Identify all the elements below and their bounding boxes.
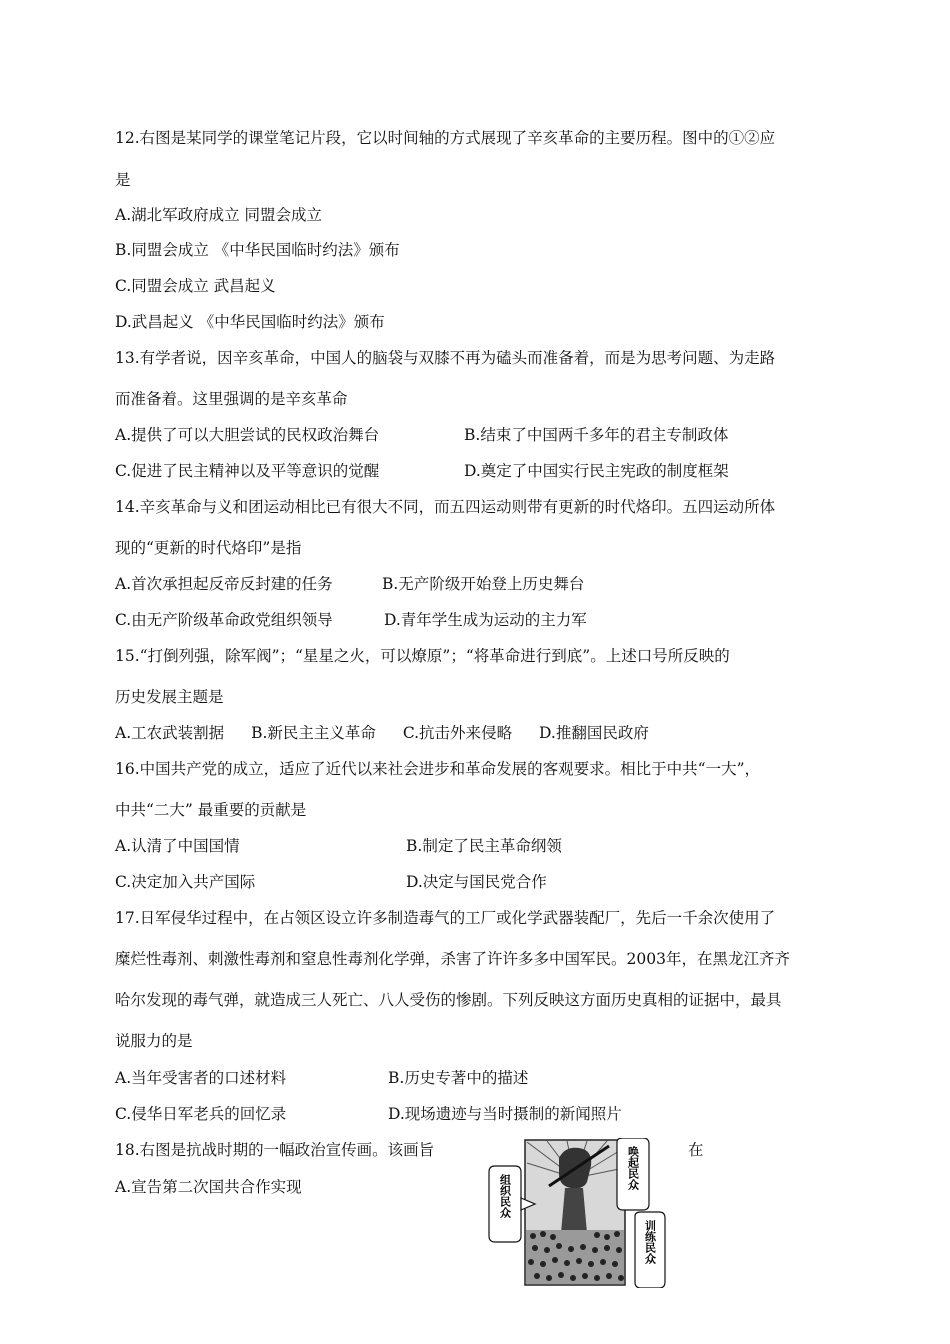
poster-arm: [561, 1188, 587, 1233]
q18-stem-tail: 在: [688, 1141, 704, 1159]
q15-stem-line2: 历史发展主题是: [115, 688, 224, 706]
q12-option-a: A.湖北军政府成立 同盟会成立: [115, 206, 323, 224]
poster-label-top-right: 唤起民众: [626, 1146, 640, 1190]
q17-stem-line1: 17.日军侵华过程中，在占领区设立许多制造毒气的工厂或化学武器装配厂，先后一千余次使用了: [115, 909, 776, 927]
q15-option-b: B.新民主主义革命: [251, 724, 376, 742]
q17-option-d: D.现场遗迹与当时摄制的新闻照片: [388, 1105, 622, 1123]
q12-option-d: D.武昌起义 《中华民国临时约法》颁布: [115, 313, 385, 331]
q17-stem-line3: 哈尔发现的毒气弹，就造成三人死亡、八人受伤的惨剧。下列反映这方面历史真相的证据中，最具: [115, 991, 782, 1009]
poster-label-left: 组织民众: [498, 1174, 512, 1218]
q17-option-c: C.侵华日军老兵的回忆录: [115, 1105, 287, 1123]
q15-stem-line1: 15.“打倒列强，除军阀”；“星星之火，可以燎原”；“将革命进行到底”。上述口号所反映的: [115, 647, 730, 665]
q13-stem-line2: 而准备着。这里强调的是辛亥革命: [115, 390, 348, 408]
q16-option-b: B.制定了民主革命纲领: [406, 837, 562, 855]
q12-option-b: B.同盟会成立 《中华民国临时约法》颁布: [115, 241, 400, 259]
q13-stem-line1: 13.有学者说，因辛亥革命，中国人的脑袋与双膝不再为磕头而准备着，而是为思考问题、为走路: [115, 349, 776, 367]
q14-option-b: B.无产阶级开始登上历史舞台: [382, 575, 585, 593]
q15-option-c: C.抗击外来侵略: [402, 724, 513, 742]
q12-stem-line1: 12.右图是某同学的课堂笔记片段，它以时间轴的方式展现了辛亥革命的主要历程。图中的①②应: [115, 129, 776, 147]
q12-option-c: C.同盟会成立 武昌起义: [115, 277, 276, 295]
propaganda-poster-image: [487, 1138, 667, 1288]
q14-option-c: C.由无产阶级革命政党组织领导: [115, 611, 333, 629]
q16-stem-line1: 16.中国共产党的成立，适应了近代以来社会进步和革命发展的客观要求。相比于中共“一大”，: [115, 760, 761, 778]
q16-option-c: C.决定加入共产国际: [115, 873, 256, 891]
q16-option-a: A.认清了中国国情: [115, 837, 240, 855]
q17-stem-line2: 糜烂性毒剂、刺激性毒剂和窒息性毒剂化学弹，杀害了许许多多中国军民。2003年，在黑龙江齐齐: [115, 950, 790, 968]
poster-label-bottom-right: 训练民众: [643, 1220, 657, 1264]
q13-option-a: A.提供了可以大胆尝试的民权政治舞台: [115, 426, 380, 444]
q13-option-b: B.结束了中国两千多年的君主专制政体: [464, 426, 729, 444]
q15-options-row: [115, 723, 671, 743]
q13-option-d: D.奠定了中国实行民主宪政的制度框架: [464, 462, 729, 480]
q17-stem-line4: 说服力的是: [115, 1032, 193, 1050]
q17-option-a: A.当年受害者的口述材料: [115, 1069, 287, 1087]
poster-crowd: [526, 1230, 624, 1284]
q15-option-a: A.工农武装割据: [115, 724, 225, 742]
q13-option-c: C.促进了民主精神以及平等意识的觉醒: [115, 462, 380, 480]
q14-option-a: A.首次承担起反帝反封建的任务: [115, 575, 333, 593]
q14-stem-line2: 现的“更新的时代烙印”是指: [115, 539, 302, 557]
q14-stem-line1: 14.辛亥革命与义和团运动相比已有很大不同，而五四运动则带有更新的时代烙印。五四运动所体: [115, 498, 776, 516]
q18-stem-line1: 18.右图是抗战时期的一幅政治宣传画。该画旨: [115, 1141, 435, 1159]
q15-option-d: D.推翻国民政府: [539, 724, 649, 742]
q12-stem-line2: 是: [115, 171, 131, 189]
q16-stem-line2: 中共“二大” 最重要的贡献是: [115, 801, 307, 819]
q17-option-b: B.历史专著中的描述: [388, 1069, 529, 1087]
q14-option-d: D.青年学生成为运动的主力军: [384, 611, 587, 629]
q18-option-a: A.宣告第二次国共合作实现: [115, 1178, 302, 1196]
q16-option-d: D.决定与国民党合作: [406, 873, 547, 891]
